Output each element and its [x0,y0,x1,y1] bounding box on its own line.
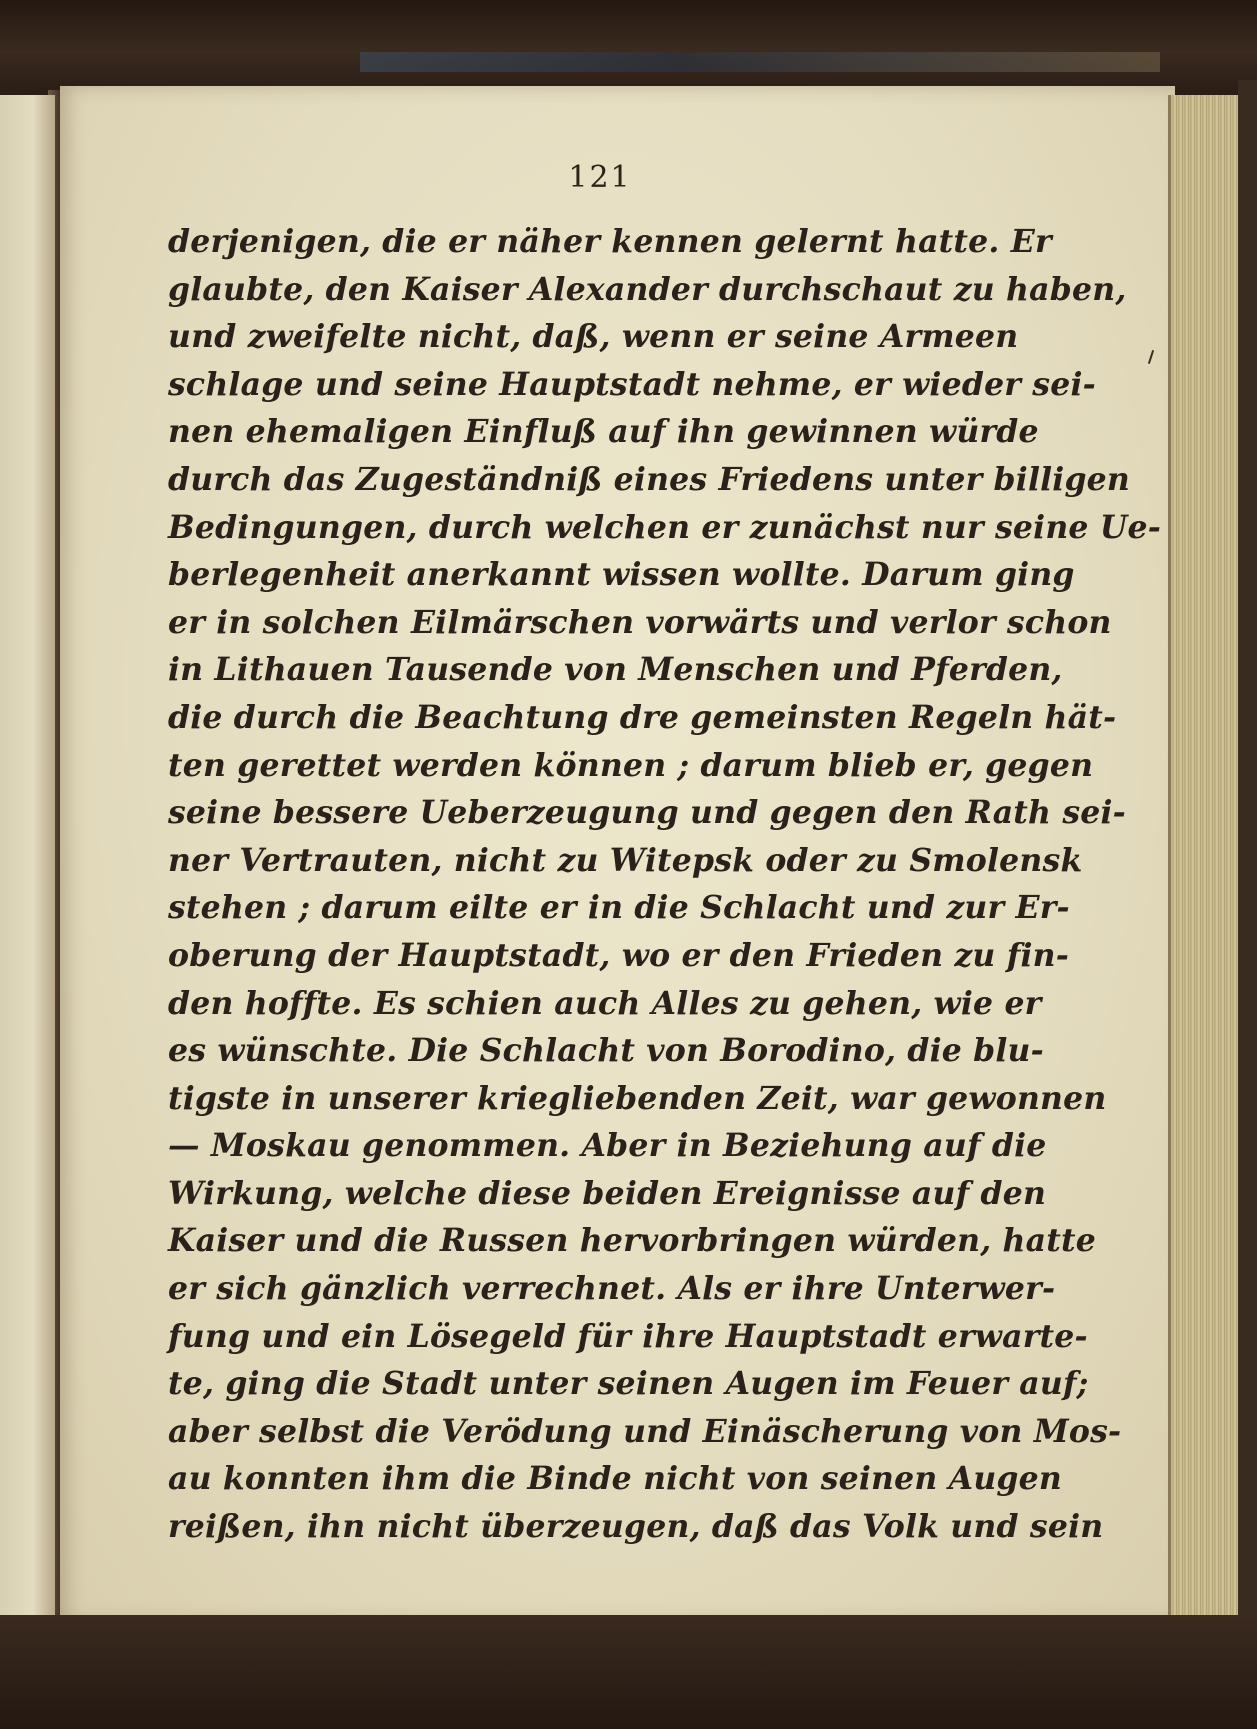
binding-bottom [0,1615,1257,1729]
text-line: fung und ein Lösegeld für ihre Hauptstadt erwarte- [168,1317,1088,1355]
text-line: glaubte, den Kaiser Alexander durchschaut zu haben, [168,270,1127,308]
page-block-edge [1168,95,1243,1620]
binding-strip [360,52,1160,72]
text-line: berlegenheit anerkannt wissen wollte. Darum ging [168,556,1075,594]
text-line: te, ging die Stadt unter seinen Augen im Feuer auf; [168,1365,1089,1403]
text-line: aber selbst die Verödung und Einäscherung von Mos- [168,1412,1122,1450]
text-line: au konnten ihm die Binde nicht von seinen Augen [168,1460,1062,1498]
text-line: er in solchen Eilmärschen vorwärts und verlor schon [168,603,1112,641]
text-line: derjenigen, die er näher kennen gelernt hatte. Er [168,223,1052,260]
text-line: die durch die Beachtung dre gemeinsten Regeln hät- [168,698,1117,736]
cover-edge [1238,80,1257,1640]
text-line: es wünschte. Die Schlacht von Borodino, die blu- [168,1032,1044,1070]
text-line: in Lithauen Tausende von Menschen und Pferden, [168,651,1063,689]
text-line: seine bessere Ueberzeugung und gegen den Rath sei- [168,794,1126,832]
text-line: schlage und seine Hauptstadt nehme, er wieder sei- [168,365,1096,403]
text-line: ten gerettet werden können ; darum blieb er, gegen [168,746,1094,784]
binding-top [0,0,1257,95]
text-line: reißen, ihn nicht überzeugen, daß das Volk und sein [168,1508,1104,1546]
text-line: durch das Zugeständniß eines Friedens unter billigen [168,460,1131,498]
text-line: stehen ; darum eilte er in die Schlacht und zur Er- [168,889,1070,927]
text-line: oberung der Hauptstadt, wo er den Frieden zu fin- [168,936,1069,974]
text-line: den hoffte. Es schien auch Alles zu gehen, wie er [168,984,1042,1022]
page-number: 121 [568,160,632,195]
text-line: Kaiser und die Russen hervorbringen würden, hatte [168,1222,1096,1260]
text-line: und zweifelte nicht, daß, wenn er seine Armeen [168,318,1019,356]
text-line: ner Vertrauten, nicht zu Witepsk oder zu Smolensk [168,841,1083,879]
text-line: Wirkung, welche diese beiden Ereignisse auf den [168,1174,1047,1212]
previous-leaf-edge [0,95,55,1615]
text-line: Bedingungen, durch welchen er zunächst nur seine Ue- [168,508,1162,546]
text-line: nen ehemaligen Einfluß auf ihn gewinnen würde [168,413,1039,451]
text-line: er sich gänzlich verrechnet. Als er ihre Unterwer- [168,1270,1056,1308]
text-line: — Moskau genommen. Aber in Beziehung auf die [168,1127,1047,1165]
body-text [168,218,1162,1551]
text-line: tigste in unserer kriegliebenden Zeit, war gewonnen [168,1079,1107,1117]
